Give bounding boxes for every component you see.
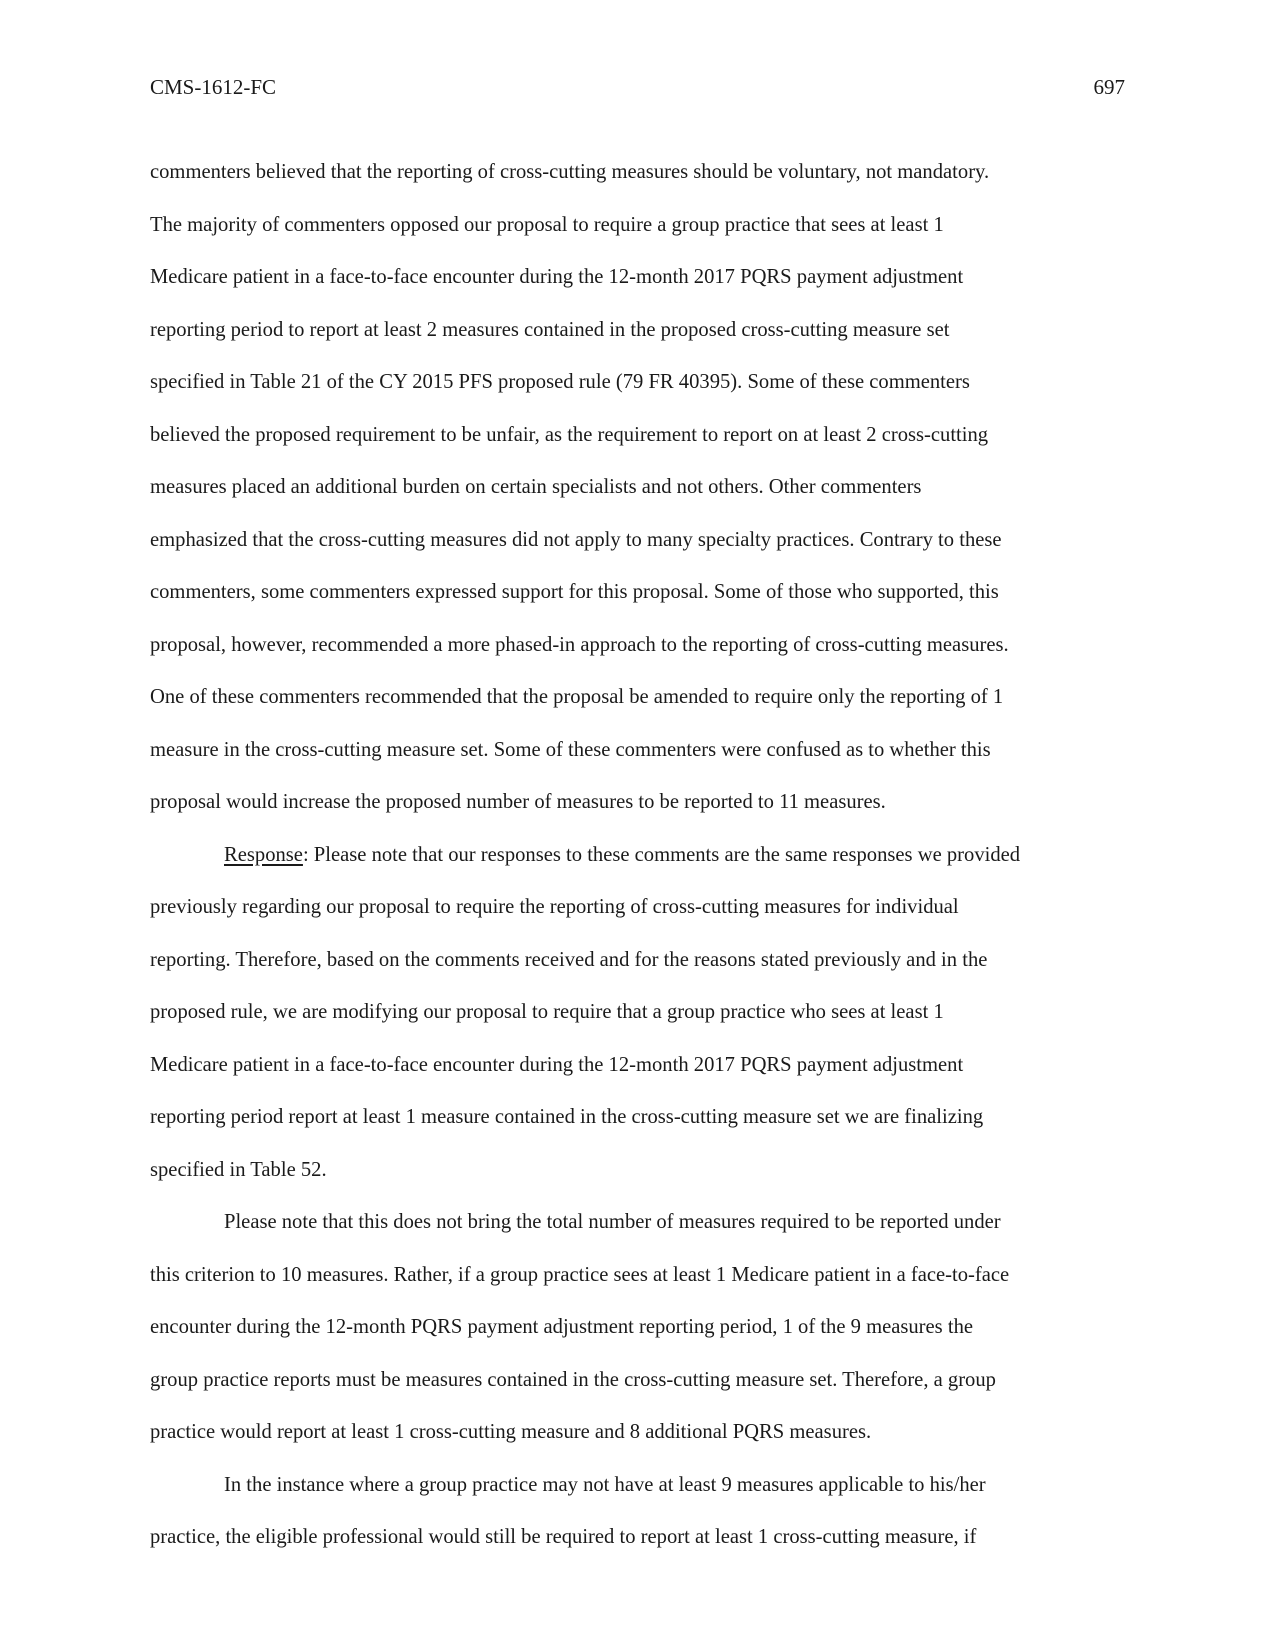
text-line: group practice reports must be measures contained in the cross-cutting measure set. Therefore, a group [150,1368,996,1391]
text-line: specified in Table 52. [150,1158,327,1181]
text-line: The majority of commenters opposed our proposal to require a group practice that sees at least 1 [150,213,944,236]
document-id: CMS-1612-FC [150,75,277,99]
text-line: this criterion to 10 measures. Rather, if a group practice sees at least 1 Medicare patient in a face-to-face [150,1263,1010,1286]
text-line: Medicare patient in a face-to-face encounter during the 12-month 2017 PQRS payment adjustment [150,1053,964,1076]
text-line: One of these commenters recommended that the proposal be amended to require only the reporting of 1 [150,686,1004,708]
text-line: proposal would increase the proposed number of measures to be reported to 11 measures. [150,791,886,813]
response-first-line-text: : Please note that our responses to these comments are the same responses we provided [302,843,1021,866]
text-line: previously regarding our proposal to require the reporting of cross-cutting measures for individual [150,896,959,918]
page-number: 697 [1093,75,1125,99]
text-line: Medicare patient in a face-to-face encounter during the 12-month 2017 PQRS payment adjustment [150,266,964,288]
text-line: Please note that this does not bring the total number of measures required to be reported under [224,1211,1001,1233]
text-line: practice, the eligible professional would still be required to report at least 1 cross-cutting measure, if [150,1526,977,1548]
text-line: specified in Table 21 of the CY 2015 PFS proposed rule (79 FR 40395). Some of these commenters [150,371,970,393]
text-line: proposal, however, recommended a more phased-in approach to the reporting of cross-cutting measures. [150,633,1009,656]
text-line: reporting period report at least 1 measure contained in the cross-cutting measure set we are finalizing [150,1106,984,1128]
text-line: measure in the cross-cutting measure set. Some of these commenters were confused as to whether this [150,738,991,761]
text-line: In the instance where a group practice may not have at least 9 measures applicable to his/her [224,1473,986,1496]
text-line: reporting. Therefore, based on the comments received and for the reasons stated previously and in the [150,948,988,971]
response-label: Response [224,843,303,866]
text-line: proposed rule, we are modifying our proposal to require that a group practice who sees at least 1 [150,1001,944,1023]
text-line: reporting period to report at least 2 measures contained in the proposed cross-cutting measure set [150,318,950,341]
response-first-line [150,829,1130,882]
text-line: measures placed an additional burden on certain specialists and not others. Other commenters [150,476,922,498]
text-line: commenters, some commenters expressed support for this proposal. Some of those who supported, this [150,581,999,603]
body-text [150,146,1130,1564]
text-line: emphasized that the cross-cutting measures did not apply to many specialty practices. Contrary to these [150,528,1002,551]
text-line: believed the proposed requirement to be unfair, as the requirement to report on at least 2 cross-cutting [150,423,989,446]
text-line: practice would report at least 1 cross-cutting measure and 8 additional PQRS measures. [150,1421,872,1443]
text-line: commenters believed that the reporting of cross-cutting measures should be voluntary, not mandatory. [150,161,990,183]
text-line: encounter during the 12-month PQRS payment adjustment reporting period, 1 of the 9 measures the [150,1316,974,1338]
